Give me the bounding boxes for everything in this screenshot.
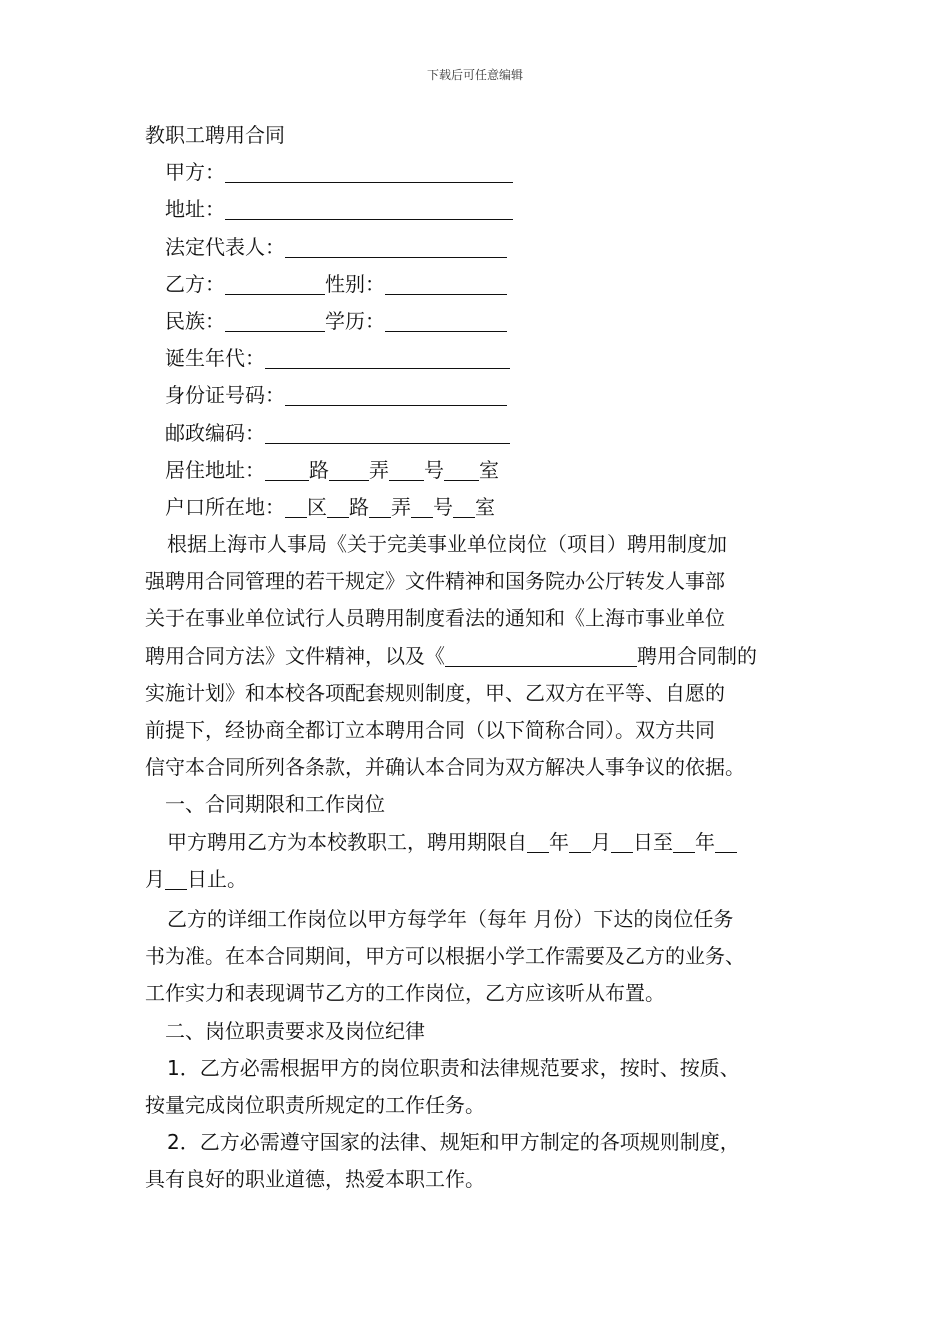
day-end-label: 日止。	[187, 866, 247, 891]
party-a-field	[145, 154, 825, 191]
residence-road-label: 路	[309, 457, 329, 482]
duty-line: 工作实力和表现调节乙方的工作岗位，乙方应该听从布置。	[145, 981, 665, 1006]
party-a-label: 甲方：	[165, 160, 225, 185]
preamble-text: 聘用合同制的	[637, 643, 757, 668]
duty-line: 乙方的详细工作岗位以甲方每学年（每年 月份）下达的岗位任务	[167, 907, 734, 932]
term-paragraph	[145, 824, 825, 898]
start-month-blank	[569, 828, 591, 853]
residence-lane-blank	[329, 456, 369, 481]
birth-label: 诞生年代：	[165, 346, 265, 371]
day-to-label: 日至	[633, 829, 673, 854]
item1-paragraph	[145, 1050, 825, 1124]
address-label: 地址：	[165, 197, 225, 222]
end-month-blank	[715, 828, 737, 853]
preamble-line: 信守本合同所列各条款，并确认本合同为双方解决人事争议的依据。	[145, 755, 745, 780]
preamble-line: 关于在事业单位试行人员聘用制度看法的通知和《上海市事业单位	[145, 606, 725, 631]
party-b-field	[145, 266, 825, 303]
preamble-line: 实施计划》和本校各项配套规则制度，甲、乙双方在平等、自愿的	[145, 680, 725, 705]
residence-field	[145, 452, 825, 489]
legal-rep-label: 法定代表人：	[165, 234, 285, 259]
postal-blank	[265, 419, 510, 444]
residence-room-label: 室	[479, 457, 499, 482]
ethnicity-field	[145, 303, 825, 340]
item1-line: 1．乙方必需根据甲方的岗位职责和法律规范要求，按时、按质、	[167, 1055, 740, 1080]
gender-label: 性别：	[325, 271, 385, 296]
hukou-road-blank	[327, 493, 349, 518]
duty-paragraph	[145, 901, 825, 1013]
address-blank	[225, 195, 513, 220]
hukou-lane-blank	[369, 493, 391, 518]
postal-field	[145, 415, 825, 452]
ethnicity-blank	[225, 307, 325, 332]
id-number-label: 身份证号码：	[165, 383, 285, 408]
term-line	[145, 824, 825, 861]
hukou-number-label: 号	[433, 494, 453, 519]
legal-rep-blank	[285, 233, 507, 258]
hukou-room-label: 室	[475, 494, 495, 519]
preamble-line: 根据上海市人事局《关于完美事业单位岗位（项目）聘用制度加	[167, 532, 727, 557]
birth-field	[145, 340, 825, 377]
residence-room-blank	[444, 456, 479, 481]
id-number-field	[145, 377, 825, 414]
section1-heading: 一、合同期限和工作岗位	[165, 792, 385, 817]
legal-rep-field	[145, 229, 825, 266]
plan-name-blank	[445, 642, 637, 667]
preamble-line	[145, 638, 825, 675]
item2-line: 具有良好的职业道德，热爱本职工作。	[145, 1167, 485, 1192]
month-label: 月	[145, 866, 165, 891]
year-label: 年	[549, 829, 569, 854]
term-line	[145, 861, 825, 898]
end-day-blank	[165, 865, 187, 890]
section2-heading: 二、岗位职责要求及岗位纪律	[165, 1018, 425, 1043]
ethnicity-label: 民族：	[165, 308, 225, 333]
hukou-label: 户口所在地：	[165, 494, 285, 519]
party-b-label: 乙方：	[165, 271, 225, 296]
item1-line: 按量完成岗位职责所规定的工作任务。	[145, 1093, 485, 1118]
duty-line: 书为准。在本合同期间，甲方可以根据小学工作需要及乙方的业务、	[145, 944, 745, 969]
residence-road-blank	[265, 456, 309, 481]
party-b-blank	[225, 270, 325, 295]
document-title: 教职工聘用合同	[145, 123, 285, 147]
page-header: 下载后可任意编辑	[426, 68, 523, 82]
contract-document	[145, 117, 825, 1199]
term-text: 甲方聘用乙方为本校教职工，聘用期限自	[167, 829, 527, 854]
preamble-line: 强聘用合同管理的若干规定》文件精神和国务院办公厅转发人事部	[145, 569, 725, 594]
residence-number-blank	[389, 456, 424, 481]
end-year-blank	[673, 828, 695, 853]
preamble-text: 聘用合同方法》文件精神，以及《	[145, 643, 445, 668]
year-label: 年	[695, 829, 715, 854]
hukou-lane-label: 弄	[391, 494, 411, 519]
id-number-blank	[285, 381, 507, 406]
hukou-district-label: 区	[307, 494, 327, 519]
start-year-blank	[527, 828, 549, 853]
education-blank	[385, 307, 507, 332]
hukou-field	[145, 489, 825, 526]
preamble-line: 前提下，经协商全都订立本聘用合同（以下简称合同）。双方共同	[145, 718, 715, 743]
residence-label: 居住地址：	[165, 457, 265, 482]
hukou-district-blank	[285, 493, 307, 518]
party-a-blank	[225, 158, 513, 183]
residence-lane-label: 弄	[369, 457, 389, 482]
start-day-blank	[611, 828, 633, 853]
hukou-room-blank	[453, 493, 475, 518]
preamble-paragraph	[145, 526, 825, 786]
item2-paragraph	[145, 1124, 825, 1198]
birth-blank	[265, 344, 510, 369]
address-field	[145, 191, 825, 228]
month-label: 月	[591, 829, 611, 854]
hukou-road-label: 路	[349, 494, 369, 519]
item2-line: 2．乙方必需遵守国家的法律、规矩和甲方制定的各项规则制度，	[167, 1130, 740, 1155]
education-label: 学历：	[325, 308, 385, 333]
residence-number-label: 号	[424, 457, 444, 482]
hukou-number-blank	[411, 493, 433, 518]
postal-label: 邮政编码：	[165, 420, 265, 445]
gender-blank	[385, 270, 507, 295]
